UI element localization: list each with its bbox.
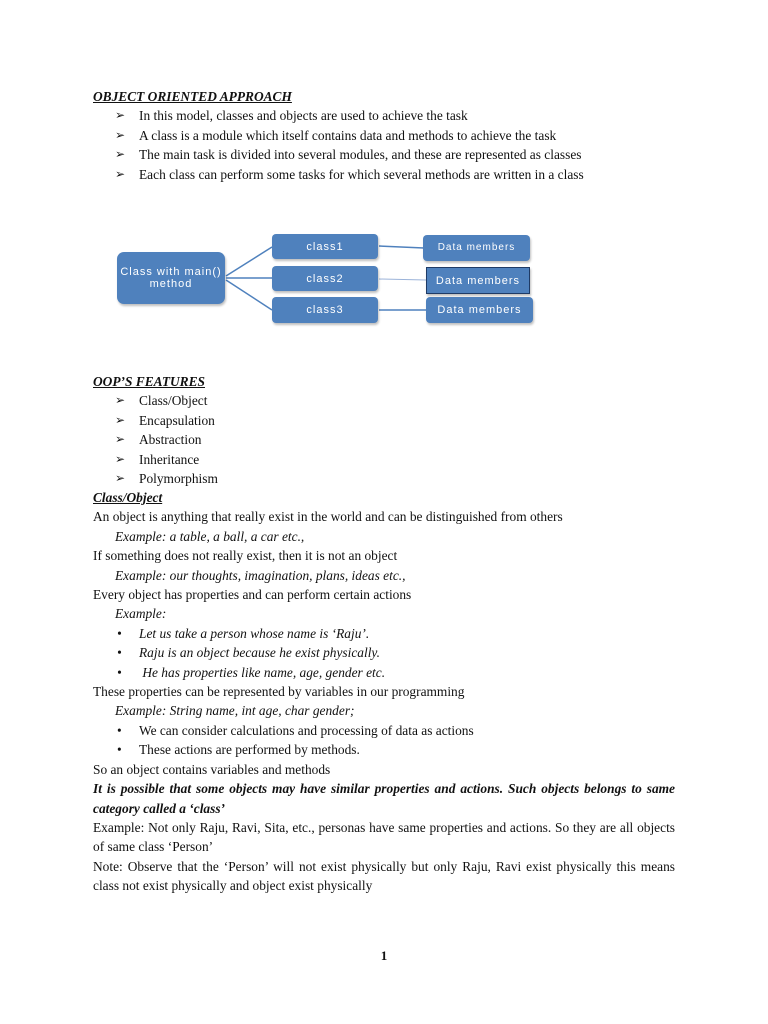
example-text: Example: a table, a ball, a car etc., [115,528,305,544]
dot-bullet-icon: • [117,742,122,758]
list-item: ➢ A class is a module which itself contains data and methods to achieve the task [93,126,675,145]
arrow-bullet-icon: ➢ [115,451,126,466]
example-text: Example: our thoughts, imagination, plans, ideas etc., [115,567,406,583]
dot-bullet-icon: • [117,645,122,661]
oop-features-section [93,372,675,488]
list-item: ➢ Abstraction [93,430,675,449]
data-members-box: Data members [423,235,530,261]
connector-line [379,246,424,248]
list-item: ➢ The main task is divided into several modules, and these are represented as classes [93,145,675,164]
list-item: • These actions are performed by methods. [93,740,675,759]
list-item: ➢ Class/Object [93,391,675,410]
connector-line [379,279,426,280]
section-heading: OOP’S FEATURES [93,374,205,389]
section-heading: Class/Object [93,490,163,505]
list-item: ➢ Encapsulation [93,411,675,430]
list-item: • He has properties like name, age, gender etc. [93,663,675,682]
paragraph: An object is anything that really exist in the world and can be distinguished from others [93,509,563,525]
emphasis-paragraph: It is possible that some objects may have similar properties and actions. Such objects belongs to same category called a ‘class’ [93,781,675,816]
class-box: class3 [272,297,378,323]
example-text: Example: String name, int age, char gender; [115,703,355,719]
connector-line [226,247,272,276]
section-heading: OBJECT ORIENTED APPROACH [93,89,292,104]
list-item: ➢ Each class can perform some tasks for which several methods are written in a class [93,165,675,184]
dot-bullet-icon: • [117,625,122,641]
bullet-list [93,391,675,488]
list-item: • Raju is an object because he exist physically. [93,643,675,662]
list-item: ➢ Polymorphism [93,469,675,488]
class-box: class1 [272,234,378,259]
class-box: class2 [272,266,378,291]
oop-approach-section [93,87,675,184]
dot-bullet-icon: • [117,722,122,738]
list-item: • Let us take a person whose name is ‘Raju’. [93,624,675,643]
arrow-bullet-icon: ➢ [115,432,126,447]
paragraph: So an object contains variables and methods [93,761,331,777]
bullet-list [93,624,675,682]
arrow-bullet-icon: ➢ [115,147,126,162]
list-item: ➢ Inheritance [93,450,675,469]
data-members-box: Data members [426,267,530,294]
connector-line [226,280,272,310]
dot-bullet-icon: • [117,664,122,680]
paragraph: These properties can be represented by variables in our programming [93,684,465,700]
example-text: Example: [115,606,167,622]
paragraph: Note: Observe that the ‘Person’ will not exist physically but only Raju, Ravi exist physically this means class not exist physically and object exist physically [93,858,675,894]
arrow-bullet-icon: ➢ [115,108,126,123]
paragraph: Every object has properties and can perform certain actions [93,587,412,603]
class-diagram [110,228,540,328]
page-number: 1 [380,948,388,963]
main-class-box: Class with main() method [117,252,225,304]
bullet-list [93,106,675,184]
list-item: • We can consider calculations and processing of data as actions [93,721,675,740]
arrow-bullet-icon: ➢ [115,166,126,181]
paragraph: Example: Not only Raju, Ravi, Sita, etc., personas have same properties and actions. So they are all objects of same class ‘Person’ [93,819,675,855]
data-members-box: Data members [426,297,533,323]
arrow-bullet-icon: ➢ [115,127,126,142]
arrow-bullet-icon: ➢ [115,412,126,427]
arrow-bullet-icon: ➢ [115,393,126,408]
bullet-list [93,721,675,760]
list-item: ➢ In this model, classes and objects are used to achieve the task [93,106,675,125]
class-object-section [93,488,675,896]
paragraph: If something does not really exist, then it is not an object [93,548,398,564]
arrow-bullet-icon: ➢ [115,471,126,486]
